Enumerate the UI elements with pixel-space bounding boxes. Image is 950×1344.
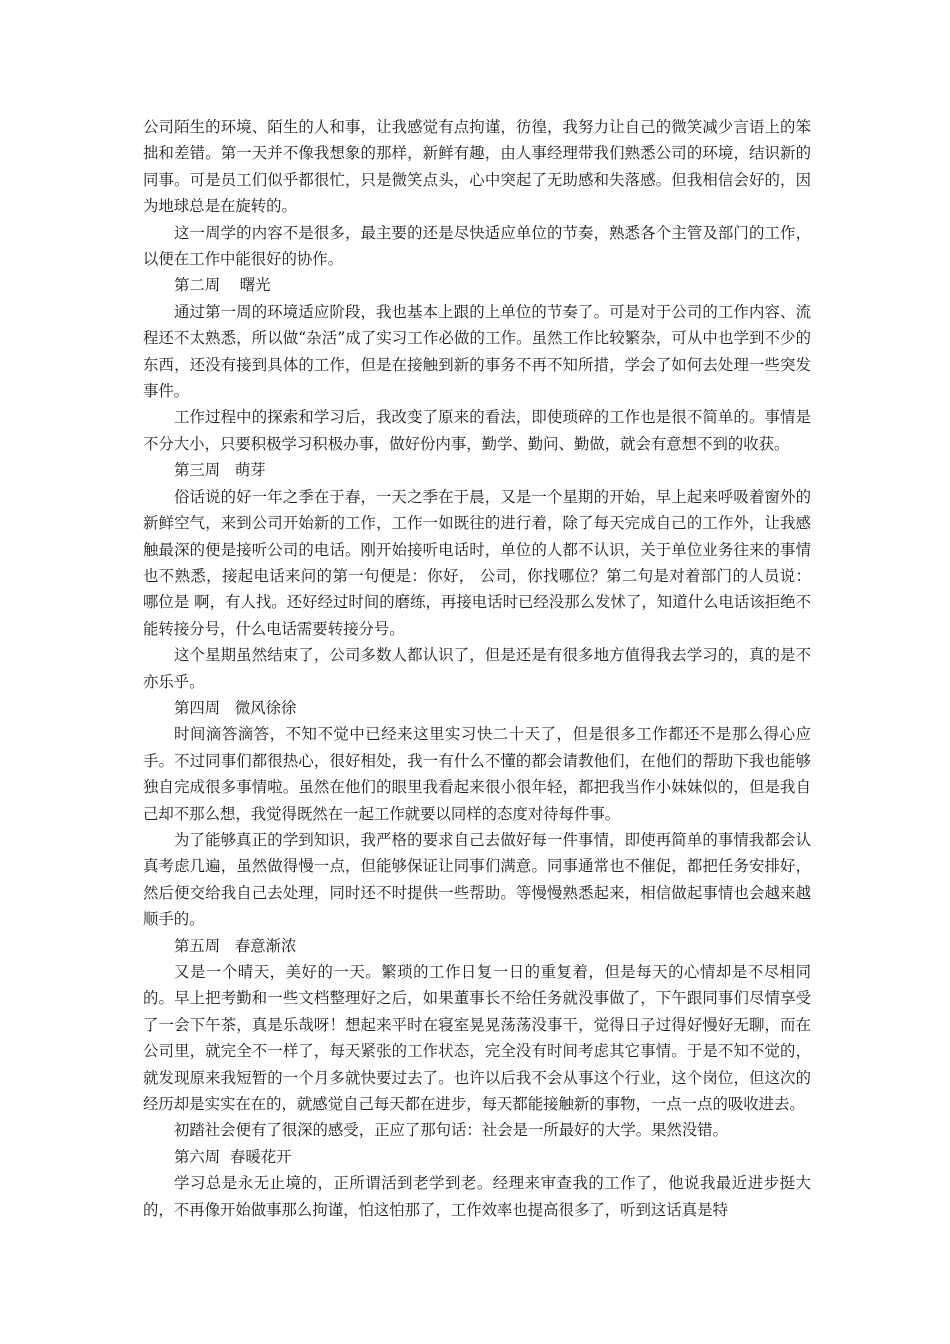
paragraph-week6-1: 学习总是永无止境的，正所谓活到老学到老。经理来审查我的工作了，他说我最近进步挺大的，不再像开始做事那么拘谨，怕这怕那了，工作效率也提高很多了，听到这话真是特 (143, 1174, 811, 1219)
heading-week5: 第五周 春意渐浓 (174, 936, 297, 955)
paragraph-week2-1: 通过第一周的环境适应阶段，我也基本上跟的上单位的节奏了。可是对于公司的工作内容、流程还不太熟悉，所以做“杂活”成了实习工作必做的工作。虽然工作比较繁杂，可从中也学到不少的东西，还没有接到具体的工作，但是在接触到新的事务不再不知所措，学会了如何去处理一些突发事件。 (143, 302, 811, 401)
paragraph-intro: 公司陌生的环境、陌生的人和事，让我感觉有点拘谨，彷徨，我努力让自己的微笑减少言语上的笨拙和差错。第一天并不像我想象的那样，新鲜有趣，由人事经理带我们熟悉公司的环境，结识新的同事。可是员工们似乎都很忙，只是微笑点头，心中突起了无助感和失落感。但我相信会好的，因为地球总是在旋转的。 (143, 118, 811, 216)
heading-week3: 第三周 萌芽 (174, 461, 266, 480)
paragraph-week4-1: 时间滴答滴答，不知不觉中已经来这里实习快二十天了，但是很多工作都还不是那么得心应手。不过同事们都很热心，很好相处，我一有什么不懂的都会请教他们，在他们的帮助下我也能够独自完成很多事情啦。虽然在他们的眼里我看起来很小很年轻，都把我当作小妹妹似的，但是我自己却不那么想，我觉得既然在一起工作就要以同样的态度对待每件事。 (143, 725, 811, 823)
heading-week2: 第二周 曙光 (174, 276, 271, 295)
paragraph-week3-2: 这个星期虽然结束了，公司多数人都认识了，但是还是有很多地方值得我去学习的，真的是不亦乐乎。 (143, 646, 811, 691)
paragraph-week1-summary: 这一周学的内容不是很多，最主要的还是尽快适应单位的节奏，熟悉各个主管及部门的工作，以便在工作中能很好的协作。 (143, 223, 811, 269)
document-page (143, 114, 811, 1223)
paragraph-week5-1: 又是一个晴天，美好的一天。繁琐的工作日复一日的重复着，但是每天的心情却是不尽相同的。早上把考勤和一些文档整理好之后，如果董事长不给任务就没事做了，下午跟同事们尽情享受了一会下午茶，真是乐哉呀！想起来平时在寝室晃晃荡荡没事干，觉得日子过得好慢好无聊，而在公司里，就完全不一样了，每天紧张的工作状态，完全没有时间考虑其它事情。于是不知不觉的，就发现原来我短暂的一个月多就快要过去了。也许以后我不会从事这个行业，这个岗位，但这次的经历却是实实在在的，就感觉自己每天都在进步，每天都能接触新的事物，一点一点的吸收进去。 (143, 963, 811, 1114)
paragraph-week5-2: 初踏社会便有了很深的感受，正应了那句话：社会是一所最好的大学。果然没错。 (174, 1121, 729, 1140)
paragraph-week2-2: 工作过程中的探索和学习后，我改变了原来的看法，即使琐碎的工作也是很不简单的。事情是不分大小，只要积极学习积极办事，做好份内事，勤学、勤问、勤做，就会有意想不到的收获。 (143, 408, 811, 453)
heading-week6: 第六周 春暖花开 (174, 1147, 292, 1166)
paragraph-week3-1: 俗话说的好一年之季在于春，一天之季在于晨，又是一个星期的开始，早上起来呼吸着窗外的新鲜空气，来到公司开始新的工作，工作一如既往的进行着，除了每天完成自己的工作外，让我感触最深的便是接听公司的电话。刚开始接听电话时，单位的人都不认识，关于单位业务往来的事情也不熟悉，接起电话来问的第一句便是：你好， 公司，你找哪位？第二句是对着部门的人员说： 哪位是 啊，有人找。还好经过时间的磨练，再接电话时已经没那么发怵了，知道什么电话该拒绝不能转接分号，什么电话需要转接分号。 (143, 487, 811, 638)
heading-week4: 第四周 微风徐徐 (174, 698, 297, 717)
paragraph-week4-2: 为了能够真正的学到知识，我严格的要求自己去做好每一件事情，即使再简单的事情我都会认真考虑几遍，虽然做得慢一点，但能够保证让同事们满意。同事通常也不催促，都把任务安排好，然后便交给我自己去处理，同时还不时提供一些帮助。等慢慢熟悉起来，相信做起事情也会越来越顺手的。 (143, 830, 811, 929)
